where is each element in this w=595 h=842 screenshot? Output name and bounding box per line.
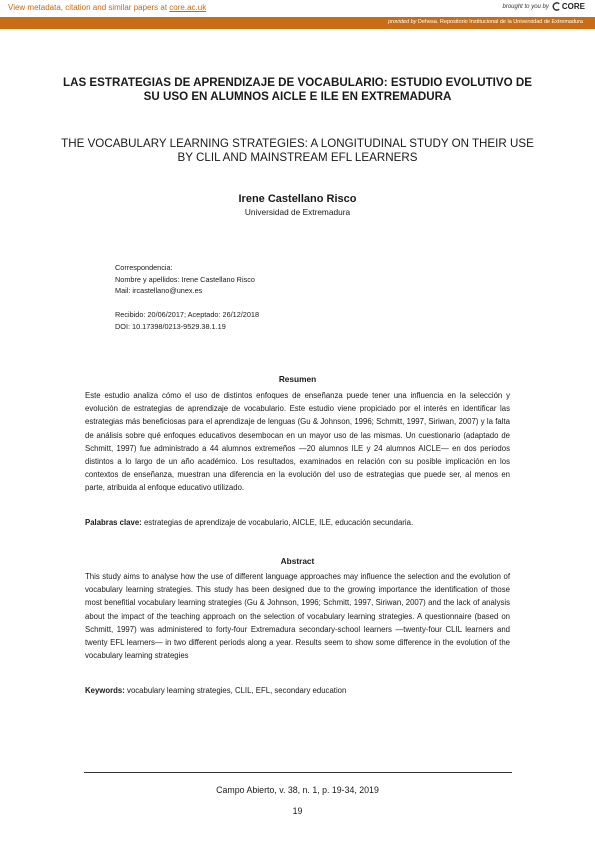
resumen-heading: Resumen [278, 374, 317, 384]
abstract-heading: Abstract [280, 556, 315, 566]
keywords-label: Keywords: [85, 686, 125, 695]
correspondence-block [115, 262, 255, 297]
abstract-text: This study aims to analyse how the use of different language approaches may influence the selection and the evolution of vocabulary learning strategies. This study has been designed due to the growing importance the identification of those most benefitial vocabulary learning strategies (Gu & Johnson, 1996; Schmitt, 1997, Siriwan, 2007) and the lack of analysis about the impact of the teaching approach on the selection of vocabulary learning strategies. A questionnaire (based on Schmitt, 1997) was administered to forty-four Extremadura secondary-school learners —twenty-four CLIL learners and twenty EFL learners— in two different periods along a year. Results seem to show some difference in the evolution of the vocabulary learning strategies [85, 572, 510, 661]
core-banner [0, 0, 595, 30]
doi: DOI: 10.17398/0213-9529.38.1.19 [115, 321, 226, 331]
provided-by-text[interactable] [388, 19, 583, 25]
resumen-text: Este estudio analiza cómo el uso de distintos enfoques de enseñanza puede tener una influencia en la selección y evolución de estrategias de aprendizaje de vocabulario. Este estudio viene propiciado por el interés en identificar las estrategias más beneficiosas para el aprendizaje de lenguas (Gu & Johnson, 1996; Schmitt, 1997, Siriwan, 2007) y la falta de análisis sobre qué enfoques educativos desembocan en un mayor uso de las mismas. Un cuestionario (adaptado de Schmitt, 1997) fue administrado a 44 alumnos extremeños —20 alumnos ILE y 24 alumnos AICLE— en dos periodos distintos a lo largo de un año académico. Los resultados, examinados en relación con su posible implicación en los contextos de enseñanza, muestran una diferencia en la evolución del uso de estrategias que puede ser, al menos en parte, atribuida al enfoque educativo utilizado. [85, 391, 510, 493]
footer-divider [84, 772, 512, 773]
core-brand[interactable] [503, 2, 586, 11]
provided-by-strip [0, 17, 595, 29]
correspondence-mail: Mail: ircastellano@unex.es [115, 286, 203, 295]
title-english: THE VOCABULARY LEARNING STRATEGIES: A LONGITUDINAL STUDY ON THEIR USE BY CLIL AND MAINSTREAM EFL LEARNERS [61, 137, 534, 164]
title-spanish: LAS ESTRATEGIAS DE APRENDIZAJE DE VOCABULARIO: ESTUDIO EVOLUTIVO DE SU USO EN ALUMNOS AICLE E ILE EN EXTREMADURA [63, 76, 532, 103]
author-name: Irene Castellano Risco [238, 193, 357, 205]
brought-by-text: brought to you by [502, 3, 549, 10]
provided-by-label: provided by [387, 19, 417, 25]
core-logo-text: CORE [561, 2, 585, 11]
dates-block [115, 309, 259, 332]
provided-by-repository: Dehesa. Repositorio Institucional de la Universidad de Extremadura [417, 19, 583, 25]
correspondence-heading: Correspondencia: [115, 263, 173, 272]
core-link-prefix: View metadata, citation and similar papers at [8, 3, 170, 12]
core-top-strip [0, 0, 595, 17]
keywords [85, 686, 510, 695]
core-logo[interactable] [552, 2, 585, 11]
received-accepted-dates: Recibido: 20/06/2017; Aceptado: 26/12/2018 [115, 310, 260, 319]
palabras-clave [85, 518, 510, 527]
palabras-clave-label: Palabras clave: [85, 518, 142, 527]
core-logo-icon [552, 2, 561, 11]
core-link-url[interactable]: core.ac.uk [169, 3, 207, 12]
keywords-text: vocabulary learning strategies, CLIL, EFL, secondary education [127, 686, 347, 695]
correspondence-name: Nombre y apellidos: Irene Castellano Risco [115, 274, 255, 284]
author-affiliation: Universidad de Extremadura [244, 207, 351, 217]
page-number: 19 [292, 806, 303, 816]
journal-citation: Campo Abierto, v. 38, n. 1, p. 19-34, 2019 [216, 785, 379, 795]
palabras-clave-text: estrategias de aprendizaje de vocabulario, AICLE, ILE, educación secundaria. [143, 518, 414, 527]
core-metadata-link[interactable] [8, 3, 206, 12]
